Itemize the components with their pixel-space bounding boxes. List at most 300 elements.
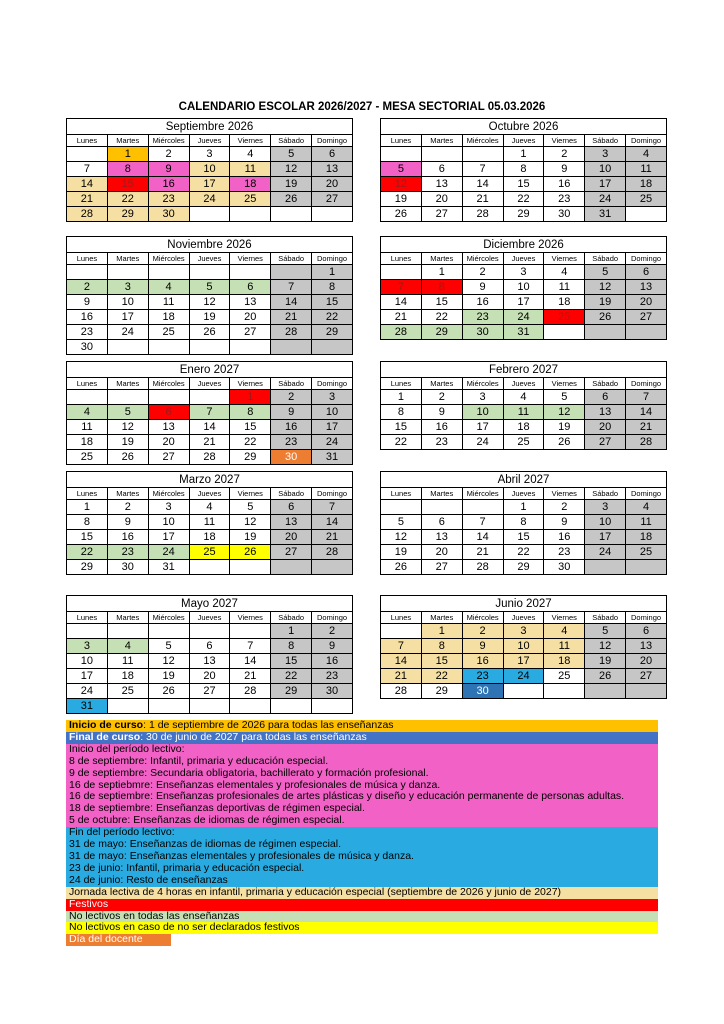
day-cell: 10 [462, 405, 503, 420]
day-cell: 15 [271, 654, 312, 669]
day-cell: 23 [544, 192, 585, 207]
day-header-cell: Miércoles [462, 612, 503, 624]
day-header-cell: Miércoles [148, 612, 189, 624]
week-row [67, 669, 353, 684]
day-cell: 4 [544, 265, 585, 280]
day-cell: 10 [503, 280, 544, 295]
week-row [67, 545, 353, 560]
empty-day-cell [312, 207, 353, 222]
week-row [381, 669, 667, 684]
empty-day-cell [626, 325, 667, 340]
day-cell: 28 [312, 545, 353, 560]
day-cell: 18 [148, 310, 189, 325]
day-cell: 6 [626, 265, 667, 280]
day-header-cell: Viernes [544, 135, 585, 147]
day-cell: 18 [189, 530, 230, 545]
day-cell: 7 [462, 162, 503, 177]
day-cell: 14 [189, 420, 230, 435]
day-cell: 6 [585, 390, 626, 405]
day-cell: 12 [148, 654, 189, 669]
day-cell: 10 [67, 654, 108, 669]
empty-day-cell [148, 699, 189, 714]
empty-day-cell [189, 340, 230, 355]
day-header-cell: Lunes [381, 488, 422, 500]
legend-item [66, 744, 658, 827]
day-cell: 25 [544, 669, 585, 684]
day-cell: 3 [67, 639, 108, 654]
day-cell: 4 [503, 390, 544, 405]
week-row [67, 265, 353, 280]
day-cell: 18 [544, 295, 585, 310]
month-title-row [381, 237, 667, 253]
day-cell: 16 [462, 654, 503, 669]
day-cell: 18 [67, 435, 108, 450]
day-cell: 25 [544, 310, 585, 325]
week-row [381, 162, 667, 177]
day-cell: 24 [462, 435, 503, 450]
empty-day-cell [230, 340, 271, 355]
empty-day-cell [189, 265, 230, 280]
day-header-cell: Lunes [67, 488, 108, 500]
month-title-row [67, 237, 353, 253]
legend-line: Jornada lectiva de 4 horas en infantil, primaria y educación especial (septiembre de 2026 y junio de 2027) [69, 886, 562, 898]
day-cell: 14 [462, 177, 503, 192]
day-header-cell: Jueves [503, 612, 544, 624]
day-header-cell: Miércoles [148, 135, 189, 147]
empty-day-cell [271, 340, 312, 355]
day-cell: 26 [148, 684, 189, 699]
day-cell: 28 [462, 207, 503, 222]
day-cell: 24 [107, 325, 148, 340]
day-header-cell: Lunes [67, 253, 108, 265]
day-header-cell: Martes [107, 378, 148, 390]
day-cell: 1 [312, 265, 353, 280]
day-header-cell: Lunes [381, 378, 422, 390]
day-cell: 21 [189, 435, 230, 450]
week-row [381, 390, 667, 405]
empty-day-cell [189, 560, 230, 575]
day-cell: 4 [544, 624, 585, 639]
day-cell: 3 [462, 390, 503, 405]
week-row [67, 177, 353, 192]
day-cell: 29 [67, 560, 108, 575]
legend-text: : 1 de septiembre de 2026 para todas las enseñanzas [143, 720, 394, 731]
day-cell: 21 [312, 530, 353, 545]
day-cell: 29 [230, 450, 271, 465]
day-cell: 17 [148, 530, 189, 545]
empty-day-cell [107, 624, 148, 639]
day-cell: 5 [585, 624, 626, 639]
day-cell: 7 [626, 390, 667, 405]
empty-day-cell [107, 390, 148, 405]
day-cell: 27 [312, 192, 353, 207]
day-cell: 26 [585, 310, 626, 325]
day-cell: 9 [107, 515, 148, 530]
day-cell: 24 [189, 192, 230, 207]
day-header-cell: Martes [107, 135, 148, 147]
day-cell: 19 [271, 177, 312, 192]
day-cell: 5 [585, 265, 626, 280]
day-cell: 16 [271, 420, 312, 435]
day-cell: 23 [148, 192, 189, 207]
month-table-abril-2027 [380, 471, 667, 575]
day-cell: 14 [626, 405, 667, 420]
week-row [381, 435, 667, 450]
day-header-cell: Domingo [312, 488, 353, 500]
day-cell: 7 [462, 515, 503, 530]
day-cell: 4 [189, 500, 230, 515]
day-header-cell: Sábado [585, 488, 626, 500]
day-cell: 4 [107, 639, 148, 654]
day-header-cell: Jueves [189, 253, 230, 265]
day-cell: 18 [107, 669, 148, 684]
day-header-cell: Miércoles [462, 253, 503, 265]
day-header-cell: Martes [107, 253, 148, 265]
week-row [67, 654, 353, 669]
day-cell: 20 [189, 669, 230, 684]
day-cell: 3 [585, 147, 626, 162]
month-title-row [381, 119, 667, 135]
day-cell: 6 [271, 500, 312, 515]
day-header-cell: Sábado [585, 253, 626, 265]
week-row [67, 639, 353, 654]
legend [66, 720, 658, 946]
day-cell: 29 [503, 207, 544, 222]
day-cell: 31 [585, 207, 626, 222]
week-row [381, 515, 667, 530]
day-cell: 10 [312, 405, 353, 420]
month-row [66, 361, 667, 465]
week-row [67, 390, 353, 405]
day-header-cell: Lunes [67, 378, 108, 390]
day-cell: 21 [462, 192, 503, 207]
day-cell: 5 [544, 390, 585, 405]
month-table-febrero-2027 [380, 361, 667, 450]
day-cell: 25 [67, 450, 108, 465]
day-cell: 20 [626, 295, 667, 310]
day-header-cell: Martes [421, 135, 462, 147]
day-cell: 8 [107, 162, 148, 177]
day-cell: 5 [230, 500, 271, 515]
day-cell: 1 [503, 500, 544, 515]
month-title: Marzo 2027 [67, 472, 353, 488]
day-cell: 7 [189, 405, 230, 420]
day-cell: 7 [381, 280, 422, 295]
day-cell: 12 [585, 639, 626, 654]
week-row [67, 405, 353, 420]
day-cell: 26 [271, 192, 312, 207]
day-cell: 15 [503, 177, 544, 192]
day-cell: 6 [421, 162, 462, 177]
day-cell: 7 [271, 280, 312, 295]
week-row [381, 624, 667, 639]
empty-day-cell [381, 624, 422, 639]
day-cell: 26 [585, 669, 626, 684]
legend-line: Día del docente [69, 934, 143, 946]
day-cell: 3 [585, 500, 626, 515]
legend-line: 16 de septiembre: Enseñanzas profesionales de artes plásticas y diseño y educación permanente de personas adultas. [69, 791, 625, 803]
day-cell: 16 [148, 177, 189, 192]
legend-line: 16 de septiebmre: Enseñanzas elementales y profesionales de música y danza. [69, 779, 441, 791]
day-header-cell: Miércoles [462, 378, 503, 390]
day-cell: 21 [271, 310, 312, 325]
day-cell: 16 [544, 530, 585, 545]
empty-day-cell [67, 265, 108, 280]
empty-day-cell [271, 207, 312, 222]
empty-day-cell [503, 684, 544, 699]
empty-day-cell [107, 699, 148, 714]
legend-line: No lectivos en caso de no ser declarados festivos [69, 922, 300, 934]
day-cell: 1 [230, 390, 271, 405]
day-cell: 5 [271, 147, 312, 162]
month-title: Abril 2027 [381, 472, 667, 488]
empty-day-cell [271, 560, 312, 575]
day-cell: 15 [503, 530, 544, 545]
day-header-row [67, 135, 353, 147]
day-cell: 20 [421, 192, 462, 207]
legend-bold-label: Final de curso [69, 731, 141, 743]
day-header-row [67, 612, 353, 624]
month-title: Octubre 2026 [381, 119, 667, 135]
week-row [381, 177, 667, 192]
day-cell: 19 [107, 435, 148, 450]
empty-day-cell [312, 699, 353, 714]
day-cell: 16 [462, 295, 503, 310]
day-cell: 6 [148, 405, 189, 420]
month-table-noviembre-2026 [66, 236, 353, 355]
week-row [67, 624, 353, 639]
week-row [381, 545, 667, 560]
day-cell: 3 [312, 390, 353, 405]
legend-item [66, 911, 658, 923]
week-row [381, 310, 667, 325]
day-cell: 29 [271, 684, 312, 699]
day-cell: 3 [107, 280, 148, 295]
day-cell: 12 [189, 295, 230, 310]
empty-day-cell [312, 560, 353, 575]
day-header-cell: Domingo [312, 135, 353, 147]
legend-item [66, 934, 171, 946]
day-cell: 14 [381, 654, 422, 669]
day-cell: 25 [230, 192, 271, 207]
day-cell: 11 [626, 515, 667, 530]
week-row [67, 325, 353, 340]
day-cell: 7 [230, 639, 271, 654]
month-title-row [381, 596, 667, 612]
day-header-cell: Jueves [503, 378, 544, 390]
month-title-row [67, 362, 353, 378]
day-cell: 27 [421, 560, 462, 575]
day-cell: 22 [67, 545, 108, 560]
day-cell: 31 [67, 699, 108, 714]
day-cell: 5 [381, 515, 422, 530]
day-cell: 2 [421, 390, 462, 405]
month-table-junio-2027 [380, 595, 667, 699]
empty-day-cell [107, 265, 148, 280]
day-cell: 17 [189, 177, 230, 192]
legend-line: 5 de octubre: Enseñanzas de idiomas de régimen especial. [69, 815, 345, 827]
day-cell: 4 [626, 147, 667, 162]
day-header-cell: Jueves [503, 488, 544, 500]
day-cell: 15 [381, 420, 422, 435]
day-cell: 13 [626, 639, 667, 654]
day-cell: 16 [107, 530, 148, 545]
day-cell: 12 [544, 405, 585, 420]
day-header-cell: Viernes [544, 378, 585, 390]
day-cell: 25 [626, 545, 667, 560]
day-cell: 28 [626, 435, 667, 450]
day-cell: 22 [381, 435, 422, 450]
day-cell: 19 [544, 420, 585, 435]
day-cell: 9 [544, 515, 585, 530]
day-cell: 4 [67, 405, 108, 420]
day-cell: 10 [503, 639, 544, 654]
day-cell: 11 [67, 420, 108, 435]
day-cell: 29 [107, 207, 148, 222]
day-cell: 17 [107, 310, 148, 325]
day-cell: 23 [421, 435, 462, 450]
month-title-row [67, 472, 353, 488]
legend-line: 8 de septiembre: Infantil, primaria y educación especial. [69, 755, 329, 767]
day-cell: 24 [67, 684, 108, 699]
day-cell: 20 [626, 654, 667, 669]
day-cell: 17 [462, 420, 503, 435]
month-row [66, 595, 667, 714]
day-cell: 30 [271, 450, 312, 465]
day-cell: 9 [421, 405, 462, 420]
month-title: Febrero 2027 [381, 362, 667, 378]
legend-item [66, 887, 658, 899]
months-grid [66, 118, 667, 714]
day-cell: 27 [626, 669, 667, 684]
day-cell: 4 [148, 280, 189, 295]
day-cell: 12 [107, 420, 148, 435]
day-cell: 26 [381, 560, 422, 575]
week-row [381, 295, 667, 310]
empty-day-cell [230, 624, 271, 639]
day-cell: 14 [271, 295, 312, 310]
day-header-cell: Sábado [271, 378, 312, 390]
month-table-octubre-2026 [380, 118, 667, 222]
day-cell: 15 [67, 530, 108, 545]
legend-line: 31 de mayo: Enseñanzas elementales y profesionales de música y danza. [69, 850, 414, 862]
day-header-cell: Jueves [503, 135, 544, 147]
day-cell: 2 [544, 147, 585, 162]
legend-line: No lectivos en todas las enseñanzas [69, 910, 240, 922]
week-row [67, 450, 353, 465]
day-cell: 26 [544, 435, 585, 450]
day-cell: 29 [421, 684, 462, 699]
day-cell: 18 [230, 177, 271, 192]
week-row [381, 265, 667, 280]
day-cell: 8 [312, 280, 353, 295]
month-table-mayo-2027 [66, 595, 353, 714]
day-cell: 8 [67, 515, 108, 530]
day-cell: 29 [312, 325, 353, 340]
day-header-row [381, 378, 667, 390]
day-cell: 11 [189, 515, 230, 530]
day-cell: 12 [271, 162, 312, 177]
day-cell: 15 [107, 177, 148, 192]
legend-line: 9 de septiembre: Secundaria obligatoria, bachillerato y formación profesional. [69, 767, 429, 779]
empty-day-cell [626, 684, 667, 699]
day-cell: 19 [230, 530, 271, 545]
week-row [381, 684, 667, 699]
day-header-cell: Viernes [230, 488, 271, 500]
day-cell: 6 [230, 280, 271, 295]
day-cell: 1 [67, 500, 108, 515]
day-cell: 8 [271, 639, 312, 654]
legend-item [66, 899, 658, 911]
month-title: Junio 2027 [381, 596, 667, 612]
legend-line [66, 720, 658, 732]
empty-day-cell [544, 684, 585, 699]
day-cell: 2 [67, 280, 108, 295]
day-cell: 22 [421, 310, 462, 325]
day-cell: 20 [148, 435, 189, 450]
day-cell: 3 [503, 624, 544, 639]
day-header-cell: Domingo [626, 135, 667, 147]
day-cell: 11 [544, 639, 585, 654]
week-row [381, 207, 667, 222]
day-cell: 1 [421, 624, 462, 639]
week-row [67, 420, 353, 435]
day-cell: 1 [421, 265, 462, 280]
day-cell: 27 [148, 450, 189, 465]
day-cell: 5 [381, 162, 422, 177]
day-cell: 12 [230, 515, 271, 530]
empty-day-cell [189, 699, 230, 714]
day-cell: 2 [148, 147, 189, 162]
day-cell: 16 [421, 420, 462, 435]
day-header-cell: Sábado [271, 135, 312, 147]
day-header-cell: Sábado [271, 488, 312, 500]
day-header-row [381, 253, 667, 265]
day-header-cell: Viernes [544, 612, 585, 624]
empty-day-cell [585, 325, 626, 340]
empty-day-cell [381, 265, 422, 280]
day-cell: 30 [107, 560, 148, 575]
day-cell: 27 [230, 325, 271, 340]
week-row [381, 280, 667, 295]
day-cell: 12 [585, 280, 626, 295]
day-cell: 28 [381, 684, 422, 699]
day-header-cell: Viernes [230, 253, 271, 265]
day-header-cell: Viernes [230, 378, 271, 390]
day-header-cell: Jueves [189, 378, 230, 390]
day-cell: 28 [67, 207, 108, 222]
day-cell: 29 [503, 560, 544, 575]
day-cell: 2 [107, 500, 148, 515]
legend-text: : 30 de junio de 2027 para todas las enseñanzas [140, 731, 367, 743]
week-row [381, 192, 667, 207]
week-row [67, 699, 353, 714]
legend-line: Fin del período lectivo: [69, 827, 175, 839]
day-cell: 25 [626, 192, 667, 207]
day-cell: 23 [107, 545, 148, 560]
empty-day-cell [585, 560, 626, 575]
day-cell: 24 [503, 669, 544, 684]
day-cell: 28 [381, 325, 422, 340]
month-table-marzo-2027 [66, 471, 353, 575]
day-cell: 2 [312, 624, 353, 639]
day-header-cell: Lunes [67, 612, 108, 624]
day-cell: 22 [503, 192, 544, 207]
day-header-cell: Sábado [585, 378, 626, 390]
day-header-cell: Martes [107, 612, 148, 624]
legend-line: 31 de mayo: Enseñanzas de idiomas de régimen especial. [69, 839, 341, 851]
day-cell: 30 [462, 325, 503, 340]
